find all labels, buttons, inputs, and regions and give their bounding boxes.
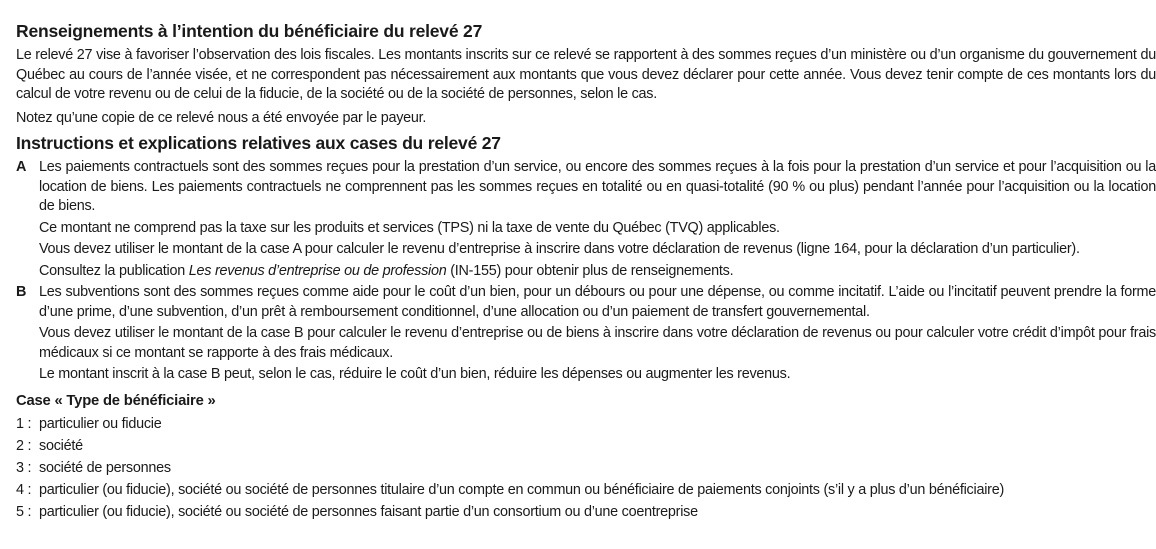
beneficiary-type-heading: Case « Type de bénéficiaire » — [16, 392, 216, 409]
beneficiary-type-list — [16, 413, 1156, 523]
section-title-instructions: Instructions et explications relatives aux cases du relevé 27 — [16, 133, 501, 153]
box-b-paragraph-1: Les subventions sont des sommes reçues comme aide pour le coût d’un bien, pour un débours ou pour une dépense, ou comme incitatif. L’aide ou l’incitatif peuvent prendre la forme d’une prime, d’une subvention, d’un prêt à remboursement conditionnel, d’une allocation ou d’un paiement de transfert gouvernemental. — [39, 284, 1156, 320]
list-item — [16, 501, 1156, 523]
publication-title: Les revenus d’entreprise ou de profession — [188, 262, 447, 279]
box-a-letter: A — [16, 159, 27, 175]
box-a-paragraph-3: Vous devez utiliser le montant de la case A pour calculer le revenu d’entreprise à inscrire dans votre déclaration de revenus (ligne 164, pour la déclaration d’un particulier). — [39, 241, 1080, 257]
list-item — [16, 413, 1156, 435]
box-a-p4-prefix: Consultez la publication — [39, 262, 189, 279]
box-b-section — [16, 283, 1156, 385]
list-item — [16, 435, 1156, 457]
list-item — [16, 479, 1156, 501]
box-a-paragraph-1: Les paiements contractuels sont des sommes reçues pour la prestation d’un service, ou encore des sommes reçues à la fois pour la prestation d’un service et pour l’acquisition ou la location de biens. Les paiements contractuels ne comprennent pas les sommes reçues en totalité ou en quasi-totalité (90 % ou plus) pendant l’année pour l’acquisition ou la location de biens. — [39, 159, 1156, 214]
type-label: particulier ou fiducie — [39, 415, 162, 432]
box-a-paragraph-4 — [39, 262, 1156, 282]
box-a-body — [39, 158, 1156, 281]
type-label: particulier (ou fiducie), société ou société de personnes faisant partie d’un consortium ou d’une coentreprise — [39, 503, 698, 520]
box-a-p4-suffix: (IN-155) pour obtenir plus de renseignements. — [446, 262, 734, 279]
intro-paragraph: Le relevé 27 vise à favoriser l’observation des lois fiscales. Les montants inscrits sur ce relevé se rapportent à des sommes reçues d’un ministère ou d’un organisme du gouvernement du Québec au cours de l’année visée, et ne correspondent pas nécessairement aux montants que vous devez déclarer pour cette année. Vous devez tenir compte de ces montants lors du calcul de votre revenu ou de celui de la fiducie, de la société ou de la société de personnes, selon le cas. — [16, 47, 1156, 102]
type-number: 4 : — [16, 481, 32, 498]
box-b-letter: B — [16, 284, 27, 300]
type-number: 5 : — [16, 503, 32, 520]
section-title-beneficiary-info: Renseignements à l’intention du bénéficiaire du relevé 27 — [16, 21, 483, 41]
box-a-section — [16, 158, 1156, 281]
type-number: 1 : — [16, 415, 32, 432]
box-a-paragraph-2: Ce montant ne comprend pas la taxe sur les produits et services (TPS) ni la taxe de vente du Québec (TVQ) applicables. — [39, 219, 780, 236]
type-number: 2 : — [16, 437, 32, 454]
box-b-paragraph-3: Le montant inscrit à la case B peut, selon le cas, réduire le coût d’un bien, réduire les dépenses ou augmenter les revenus. — [39, 366, 791, 382]
box-b-paragraph-2: Vous devez utiliser le montant de la case B pour calculer le revenu d’entreprise ou de biens à inscrire dans votre déclaration de revenus ou pour calculer votre crédit d’impôt pour frais médicaux si ce montant se rapporte à des frais médicaux. — [39, 325, 1156, 361]
box-b-body — [39, 283, 1156, 385]
list-item — [16, 457, 1156, 479]
type-label: société de personnes — [39, 459, 171, 476]
type-label: société — [39, 437, 83, 454]
type-label: particulier (ou fiducie), société ou société de personnes titulaire d’un compte en commun ou bénéficiaire de paiements conjoints (s’il y a plus d’un bénéficiaire) — [39, 481, 1004, 498]
copy-note: Notez qu’une copie de ce relevé nous a été envoyée par le payeur. — [16, 109, 427, 126]
type-number: 3 : — [16, 459, 32, 476]
